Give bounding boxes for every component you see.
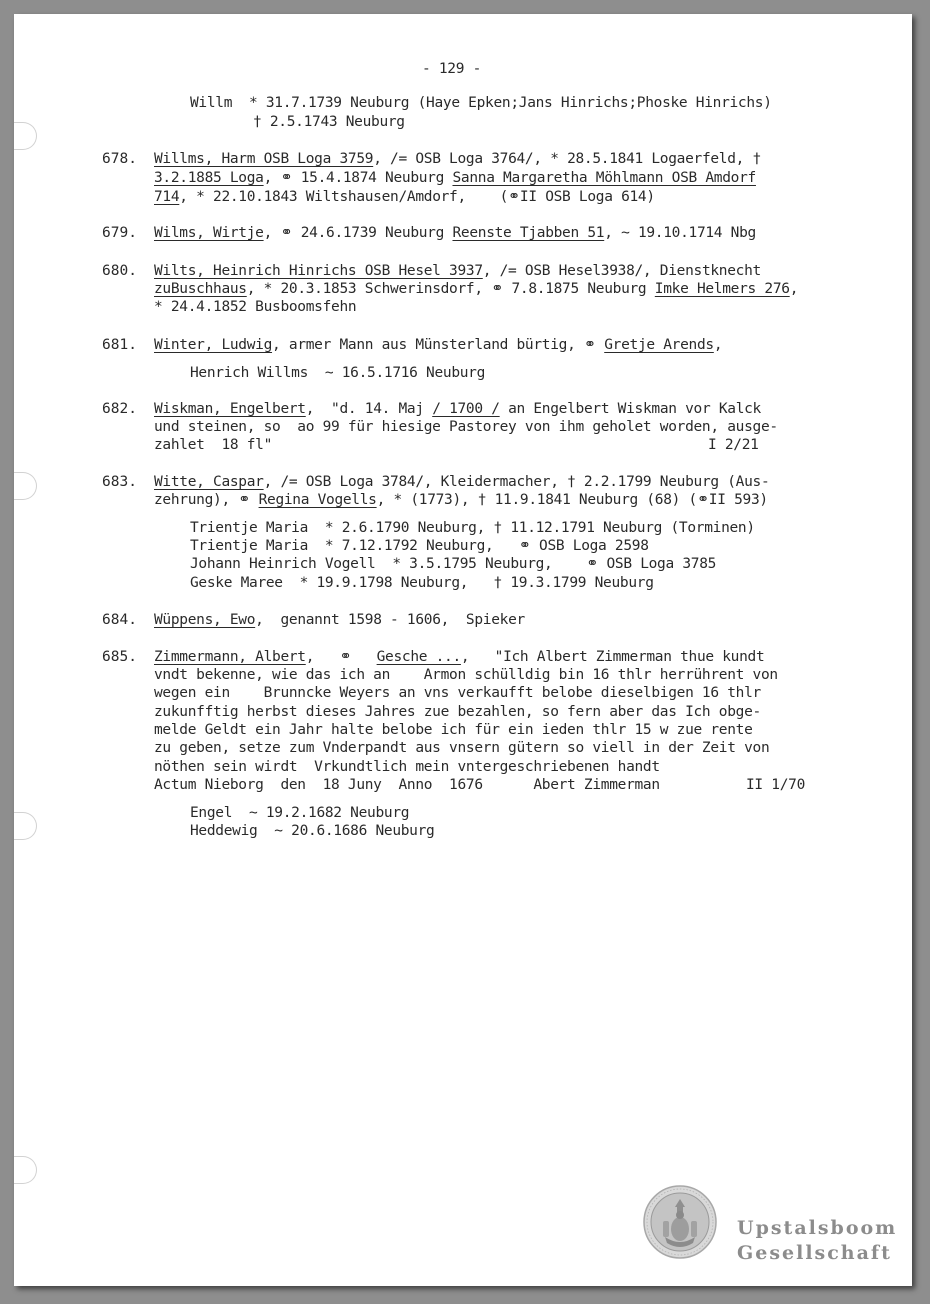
entry-number: 684.: [102, 612, 137, 628]
entry-684-line-1: Wüppens, Ewo, genannt 1598 - 1606, Spieker: [154, 612, 525, 628]
entry-680-line-2: zuBuschhaus, * 20.3.1853 Schwerinsdorf, ⚭ 7.8.1875 Neuburg Imke Helmers 276,: [154, 281, 799, 297]
entry-number: 683.: [102, 474, 137, 490]
spouse-name: Reenste Tjabben 51: [452, 225, 605, 241]
child-line: Engel ~ 19.2.1682 Neuburg: [190, 805, 410, 821]
punch-hole-mark: [14, 122, 37, 150]
entry-number: 680.: [102, 263, 137, 279]
page-number: - 129 -: [422, 61, 482, 77]
entry-682-line-1: Wiskman, Engelbert, "d. 14. Maj / 1700 / an Engelbert Wiskman vor Kalck: [154, 401, 761, 417]
punch-hole-mark: [14, 1156, 37, 1184]
entry-name: Wilms, Wirtje: [154, 225, 264, 241]
spouse-name: Gretje Arends: [604, 337, 714, 353]
entry-680-line-1: Wilts, Heinrich Hinrichs OSB Hesel 3937, /= OSB Hesel3938/, Dienstknecht: [154, 263, 761, 279]
entry-678-line-3: 714, * 22.10.1843 Wiltshausen/Amdorf, (⚭II OSB Loga 614): [154, 189, 655, 205]
spouse-name: Imke Helmers 276: [654, 281, 790, 297]
entry-683-line-1: Witte, Caspar, /= OSB Loga 3784/, Kleidermacher, † 2.2.1799 Neuburg (Aus-: [154, 474, 770, 490]
entry-685-line-1: Zimmermann, Albert, ⚭ Gesche ..., "Ich Albert Zimmerman thue kundt: [154, 649, 765, 665]
entry-number: 682.: [102, 401, 137, 417]
entry-number: 678.: [102, 151, 137, 167]
punch-hole-mark: [14, 812, 37, 840]
quote-line: nöthen sein wirdt Vrkundtlich mein vntergeschriebenen handt: [154, 759, 660, 775]
entry-number: 685.: [102, 649, 137, 665]
entry-678-line-1: Willms, Harm OSB Loga 3759, /= OSB Loga 3764/, * 28.5.1841 Logaerfeld, †: [154, 151, 761, 167]
actum-line: Actum Nieborg den 18 Juny Anno 1676 Abert Zimmerman: [154, 777, 660, 793]
child-line: Heddewig ~ 20.6.1686 Neuburg: [190, 823, 435, 839]
spouse-name: Gesche ...: [376, 649, 461, 665]
entry-name: Willms, Harm OSB Loga 3759: [154, 151, 374, 167]
entry-680-line-3: * 24.4.1852 Busboomsfehn: [154, 299, 357, 315]
entry-685-reference: II 1/70: [746, 777, 806, 793]
entry-682-line-2: und steinen, so ao 99 für hiesige Pastorey von ihm geholet worden, ausge-: [154, 419, 778, 435]
entry-679-line-1: Wilms, Wirtje, ⚭ 24.6.1739 Neuburg Reenste Tjabben 51, ~ 19.10.1714 Nbg: [154, 225, 756, 241]
child-line: Johann Heinrich Vogell * 3.5.1795 Neuburg, ⚭ OSB Loga 3785: [190, 556, 717, 572]
logo-text-line-1: Upstalsboom: [737, 1217, 898, 1239]
quote-line: wegen ein Brunncke Weyers an vns verkaufft belobe dieselbigen 16 thlr: [154, 685, 761, 701]
entry-681-line-1: Winter, Ludwig, armer Mann aus Münsterland bürtig, ⚭ Gretje Arends,: [154, 337, 723, 353]
quote-line: zu geben, setze zum Vnderpandt aus vnsern gütern so viell in der Zeit von: [154, 740, 770, 756]
quote-line: vndt bekenne, wie das ich an Armon schülldig bin 16 thlr herrührent von: [154, 667, 778, 683]
document-page: [14, 14, 912, 1286]
entry-678-line-2: 3.2.1885 Loga, ⚭ 15.4.1874 Neuburg Sanna Margaretha Möhlmann OSB Amdorf: [154, 170, 756, 186]
entry-682-line-3: zahlet 18 fl": [154, 437, 273, 453]
punch-hole-mark: [14, 472, 37, 500]
child-line: Trientje Maria * 2.6.1790 Neuburg, † 11.12.1791 Neuburg (Torminen): [190, 520, 755, 536]
child-line: Geske Maree * 19.9.1798 Neuburg, † 19.3.1799 Neuburg: [190, 575, 654, 591]
entry-name: Wiskman, Engelbert: [154, 401, 306, 417]
seal-logo-icon: [643, 1185, 717, 1259]
intro-line-1: Willm * 31.7.1739 Neuburg (Haye Epken;Jans Hinrichs;Phoske Hinrichs): [190, 95, 772, 111]
entry-683-line-2: zehrung), ⚭ Regina Vogells, * (1773), † 11.9.1841 Neuburg (68) (⚭II 593): [154, 492, 768, 508]
quote-line: melde Geldt ein Jahr halte belobe ich für ein ieden thlr 15 w zue rente: [154, 722, 753, 738]
child-line: Trientje Maria * 7.12.1792 Neuburg, ⚭ OSB Loga 2598: [190, 538, 649, 554]
entry-number: 679.: [102, 225, 137, 241]
quote-line: zukunfftig herbst dieses Jahres zue bezahlen, so fern aber das Ich obge-: [154, 704, 761, 720]
entry-number: 681.: [102, 337, 137, 353]
entry-name: Witte, Caspar: [154, 474, 264, 490]
intro-line-2: † 2.5.1743 Neuburg: [253, 114, 405, 130]
entry-name: Winter, Ludwig: [154, 337, 273, 353]
spouse-name: Sanna Margaretha Möhlmann OSB Amdorf: [452, 170, 756, 186]
child-line: Henrich Willms ~ 16.5.1716 Neuburg: [190, 365, 486, 381]
entry-name: Zimmermann, Albert: [154, 649, 306, 665]
logo-text-line-2: Gesellschaft: [737, 1242, 892, 1264]
entry-name: Wüppens, Ewo: [154, 612, 256, 628]
entry-name: Wilts, Heinrich Hinrichs OSB Hesel 3937: [154, 263, 483, 279]
entry-682-reference: I 2/21: [708, 437, 759, 453]
spouse-name: Regina Vogells: [258, 492, 377, 508]
